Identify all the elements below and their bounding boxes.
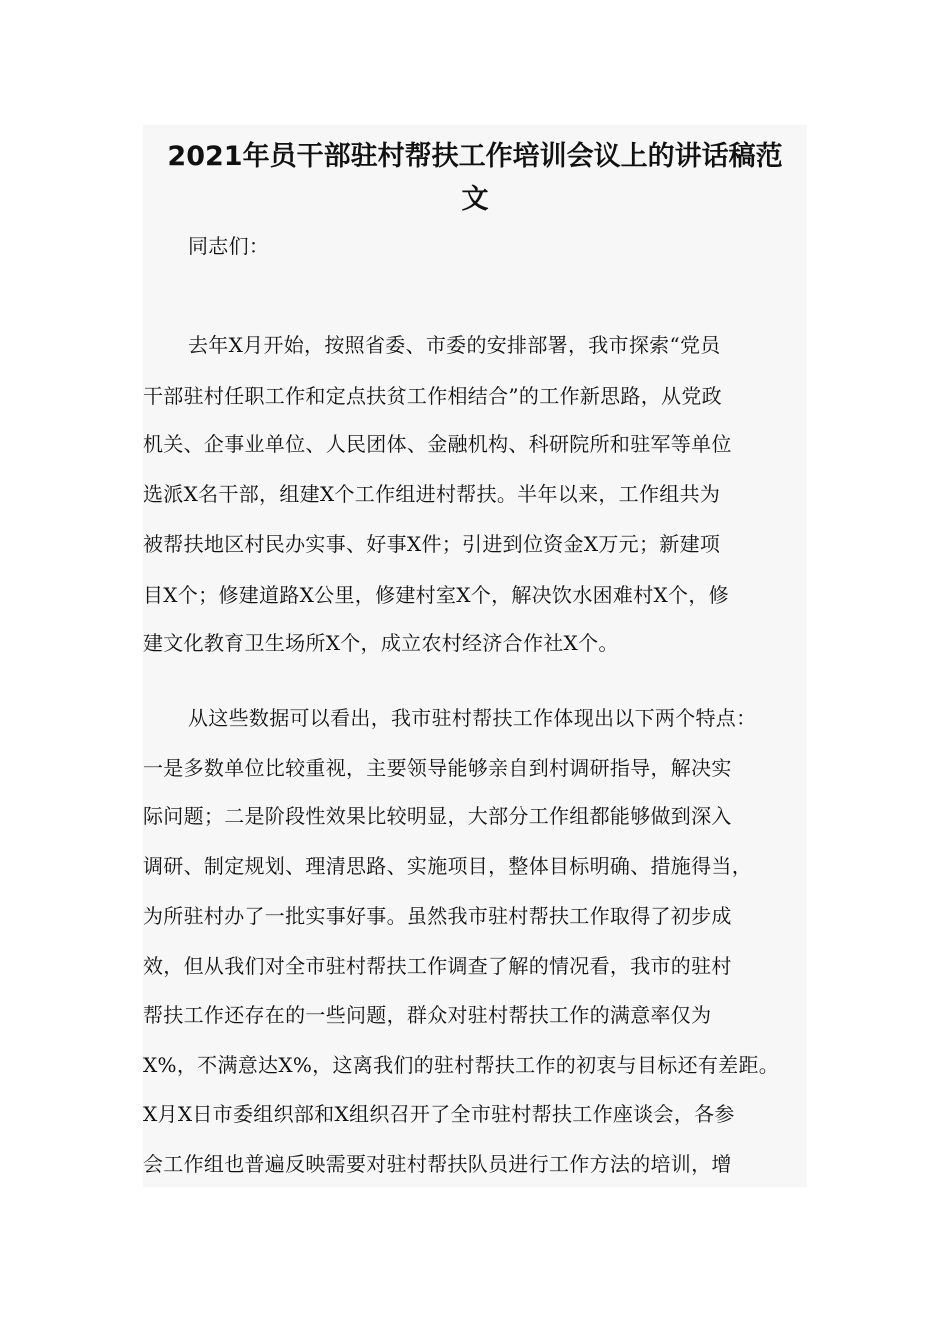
paragraph-2-line: 一是多数单位比较重视，主要领导能够亲自到村调研指导，解决实 [143,756,732,780]
paragraph-2-line: 效，但从我们对全市驻村帮扶工作调查了解的情况看，我市的驻村 [143,954,732,978]
document-title-line-1: 2021年员干部驻村帮扶工作培训会议上的讲话稿范 [167,141,783,172]
document-page [143,125,807,1187]
paragraph-2-line: 为所驻村办了一批实事好事。虽然我市驻村帮扶工作取得了初步成 [143,904,732,928]
paragraph-2-line: 会工作组也普遍反映需要对驻村帮扶队员进行工作方法的培训，增 [143,1152,732,1176]
salutation: 同志们： [188,234,270,258]
document-title-line-2: 文 [461,184,489,215]
paragraph-2-line: 调研、制定规划、理清思路、实施项目，整体目标明确、措施得当， [143,854,752,878]
paragraph-2-line: 从这些数据可以看出，我市驻村帮扶工作体现出以下两个特点： [188,706,757,730]
paragraph-2-line: 际问题；二是阶段性效果比较明显，大部分工作组都能够做到深入 [143,804,732,828]
paragraph-1-line: 选派X名干部，组建X个工作组进村帮扶。半年以来，工作组共为 [143,482,721,506]
paragraph-1-line: 被帮扶地区村民办实事、好事X件；引进到位资金X万元；新建项 [143,532,721,556]
paragraph-2-line: X%，不满意达X%，这离我们的驻村帮扶工作的初衷与目标还有差距。 [143,1053,780,1077]
paragraph-1-line: 建文化教育卫生场所X个，成立农村经济合作社X个。 [143,631,619,655]
paragraph-2-line: X月X日市委组织部和X组织召开了全市驻村帮扶工作座谈会，各参 [143,1102,735,1126]
paragraph-1-line: 去年X月开始，按照省委、市委的安排部署，我市探索“党员 [188,333,721,357]
paragraph-1-line: 机关、企事业单位、人民团体、金融机构、科研院所和驻军等单位 [143,432,732,456]
paragraph-1-line: 干部驻村任职工作和定点扶贫工作相结合”的工作新思路，从党政 [143,384,722,408]
paragraph-2-line: 帮扶工作还存在的一些问题，群众对驻村帮扶工作的满意率仅为 [143,1003,712,1027]
paragraph-1-line: 目X个；修建道路X公里，修建村室X个，解决饮水困难村X个，修 [143,583,729,607]
